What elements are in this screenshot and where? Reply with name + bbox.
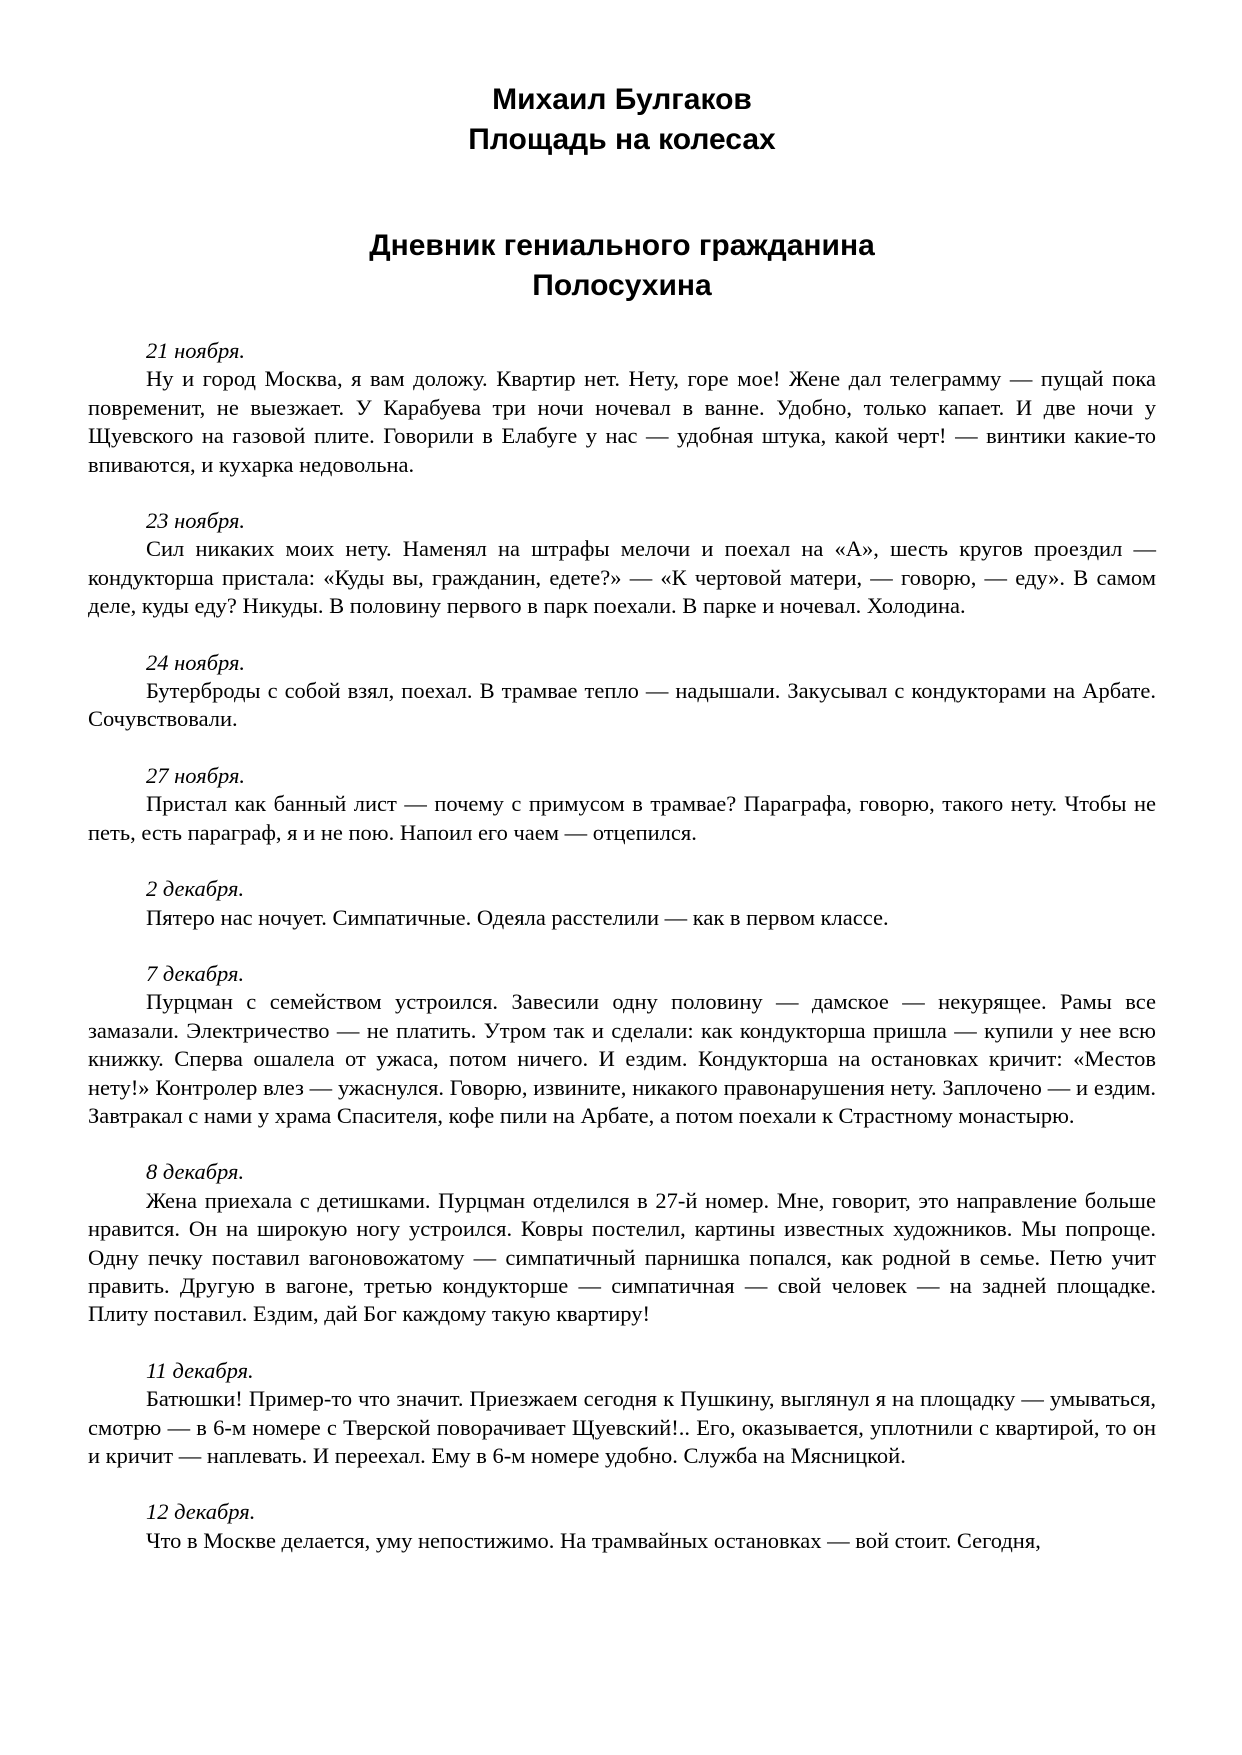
entry-text: Пурцман с семейством устроился. Завесили одну половину — дамское — некурящее. Рамы все замазали. Электричество — не платить. Утром так и сделали: как кондукторша пришла — купили у нее всю книжку. Сперва ошалела от ужаса, потом ничего. И ездим. Кондукторша на остановках кричит: «Местов нету!» Контролер влез — ужаснулся. Говорю, извините, никакого правонарушения нету. Заплочено — и ездим. Завтракал с нами у храма Спасителя, кофе пили на Арбате, а потом поехали к Страстному монастырю. [88, 989, 1156, 1128]
entry-date: 12 декабря. [146, 1499, 256, 1525]
entry-date: 27 ноября. [146, 762, 246, 788]
entry-text: Сил никаких моих нету. Наменял на штрафы мелочи и поехал на «А», шесть кругов проездил — кондукторша пристала: «Куды вы, гражданин, едете?» — «К чертовой матери, — говорю, — еду». В самом деле, куды еду? Никуды. В половину первого в парк поехали. В парке и ночевал. Холодина. [88, 536, 1156, 619]
diary-entry [88, 960, 1156, 1130]
entry-text: Пятеро нас ночует. Симпатичные. Одеяла расстелили — как в первом классе. [146, 904, 889, 930]
entry-text: Бутерброды с собой взял, поехал. В трамвае тепло — надышали. Закусывал с кондукторами на Арбате. Сочувствовали. [88, 678, 1156, 732]
entry-date: 7 декабря. [146, 960, 245, 986]
author-name: Михаил Булгаков [492, 83, 752, 116]
story-title: Площадь на колесах [468, 123, 776, 156]
document-page [88, 80, 1156, 1583]
diary-title [88, 226, 1156, 306]
entry-text: Батюшки! Пример-то что значит. Приезжаем сегодня к Пушкину, выглянул я на площадку — умываться, смотрю — в 6-м номере с Тверской поворачивает Щуевский!.. Его, оказывается, уплотнили с квартирой, то он и кричит — наплевать. И переехал. Ему в 6-м номере удобно. Служба на Мясницкой. [88, 1386, 1156, 1468]
entry-text: Что в Москве делается, уму непостижимо. На трамвайных остановках — вой стоит. Сегодня, [146, 1527, 1041, 1553]
diary-entry [88, 762, 1156, 847]
diary-entries [88, 337, 1156, 1555]
entry-text: Ну и город Москва, я вам доложу. Квартир нет. Нету, горе мое! Жене дал телеграмму — пущай пока повременит, не выезжает. У Карабуева три ночи ночевал в ванне. Удобно, только капает. И две ночи у Щуевского на газовой плите. Говорили в Елабуге у нас — удобная штука, какой черт! — винтики какие-то впиваются, и кухарка недовольна. [88, 366, 1156, 477]
entry-date: 24 ноября. [146, 649, 246, 675]
diary-entry [88, 649, 1156, 734]
diary-entry [88, 1357, 1156, 1471]
entry-text: Пристал как банный лист — почему с примусом в трамвае? Параграфа, говорю, такого нету. Чтобы не петь, есть параграф, я и не пою. Напоил его чаем — отцепился. [88, 791, 1156, 845]
diary-title-line-1: Дневник гениального гражданина [369, 229, 875, 262]
diary-entry [88, 337, 1156, 479]
entry-date: 23 ноября. [146, 508, 246, 534]
document-header [88, 80, 1156, 160]
diary-entry [88, 1498, 1156, 1555]
entry-date: 21 ноября. [146, 338, 246, 363]
diary-entry [88, 1158, 1156, 1328]
entry-date: 2 декабря. [146, 876, 245, 902]
diary-title-line-2: Полосухина [532, 269, 712, 302]
diary-entry [88, 875, 1156, 932]
entry-text: Жена приехала с детишками. Пурцман отделился в 27-й номер. Мне, говорит, это направление больше нравится. Он на широкую ногу устроился. Ковры постелил, картины известных художников. Мы попроще. Одну печку поставил вагоновожатому — симпатичный парнишка попался, как родной в семье. Петю учит править. Другую в вагоне, третью кондукторше — симпатичная — свой человек — на задней площадке. Плиту поставил. Ездим, дай Бог каждому такую квартиру! [88, 1187, 1156, 1327]
entry-date: 11 декабря. [146, 1357, 254, 1383]
diary-entry [88, 507, 1156, 621]
entry-date: 8 декабря. [146, 1159, 245, 1185]
